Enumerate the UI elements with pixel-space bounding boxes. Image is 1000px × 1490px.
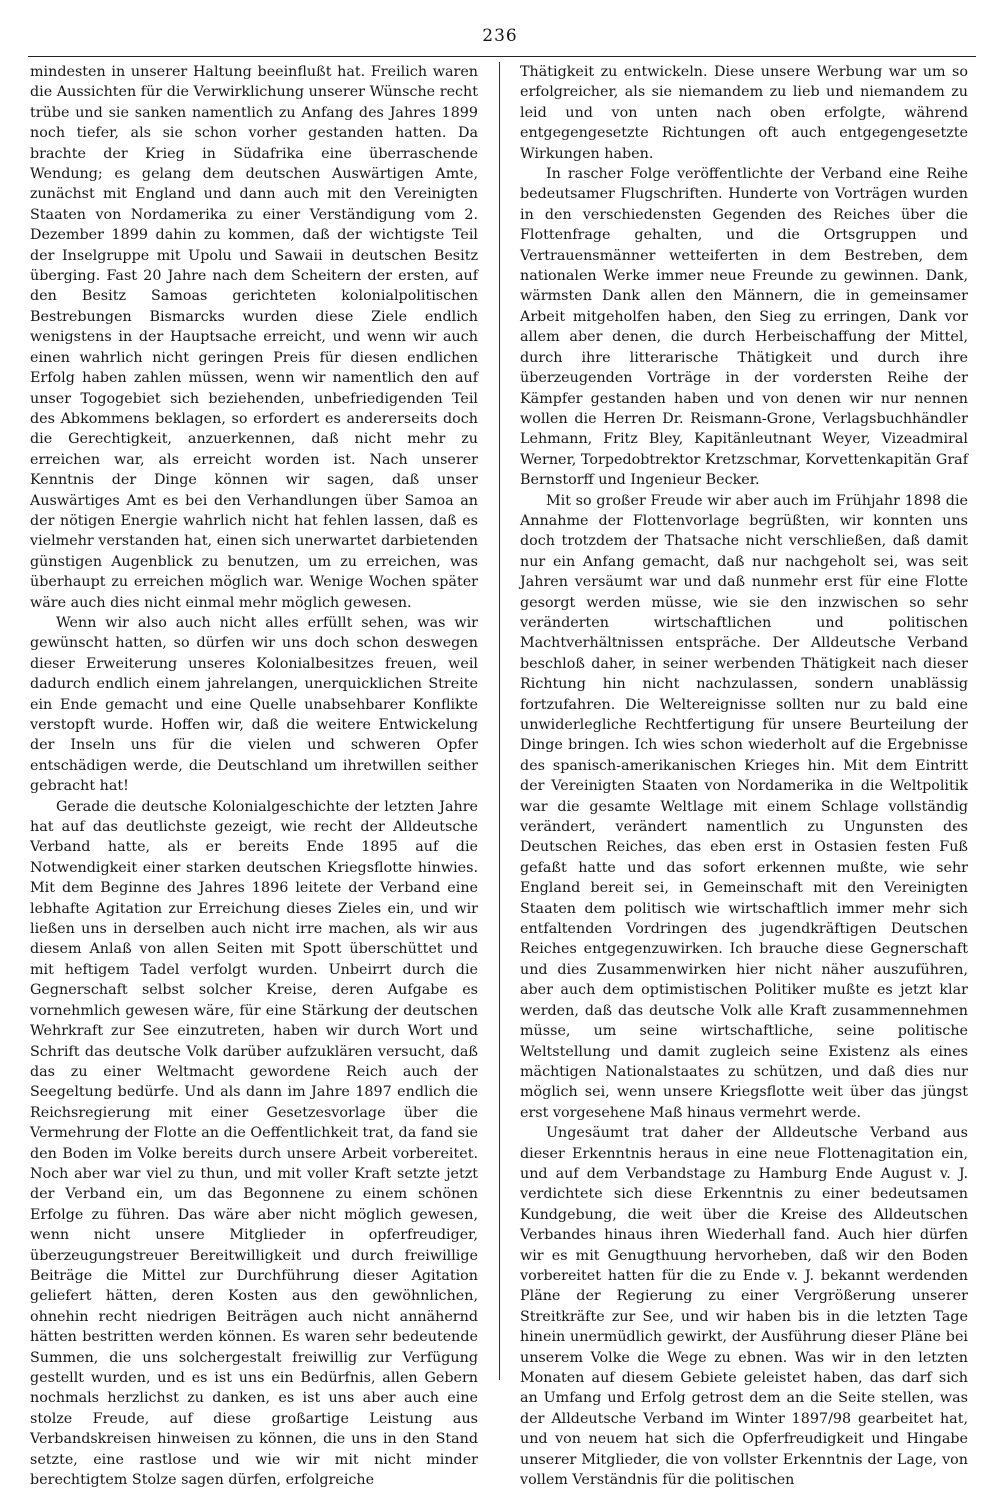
- header-rule: [28, 56, 976, 57]
- right-paragraph-1: Thätigkeit zu entwickeln. Diese unsere Werbung war um so erfolgreicher, als sie niemandem zu lieb und niemandem zu leid und von unten nach oben erfolgte, während entgegengesetzte Richtungen oft auch entgegengesetzte Wirkungen haben.: [520, 64, 968, 162]
- right-column: [520, 62, 968, 1489]
- left-paragraph-2: Wenn wir also auch nicht alles erfüllt sehen, was wir gewünscht hatten, so dürfen wir uns doch schon deswegen dieser Erweiterung unseres Kolonialbesitzes freuen, weil dadurch endlich einem jahrelangen, unerquicklichen Streite ein Ende gemacht und eine Quelle unabsehbarer Konflikte verstopft wurde. Hoffen wir, daß die weitere Entwickelung der Inseln uns für die vielen und schweren Opfer entschädigen werde, die Deutschland um ihretwillen seither gebracht hat!: [30, 614, 478, 795]
- left-paragraph-1: mindesten in unserer Haltung beeinflußt hat. Freilich waren die Aussichten für die Verwirklichung unserer Wünsche recht trübe und sie sanken namentlich zu Anfang des Jahres 1899 noch tiefer, als sie schon vorher gestanden hatten. Da brachte der Krieg in Südafrika eine überraschende Wendung; es gelang dem deutschen Auswärtigen Amte, zunächst mit England und dann auch mit den Vereinigten Staaten von Nordamerika zu einer Verständigung vom 2. Dezember 1899 dahin zu kommen, daß der wichtigste Teil der Inselgruppe mit Upolu und Sawaii in deutschen Besitz überging. Fast 20 Jahre nach dem Scheitern der ersten, auf den Besitz Samoas gerichteten kolonialpolitischen Bestrebungen Bismarcks wurden diese Ziele endlich wenigstens in der Hauptsache erreicht, und wenn wir auch einen wahrlich nicht geringen Preis für diesen endlichen Erfolg haben zahlen müssen, wenn wir namentlich den auf unser Togogebiet sich beziehenden, unbefriedigenden Teil des Abkommens beklagen, so erfordert es andererseits doch die Gerechtigkeit, anzuerkennen, daß nicht mehr zu erreichen war, als erreicht worden ist. Nach unserer Kenntnis der Dinge können wir sagen, daß unser Auswärtiges Amt es bei den Verhandlungen über Samoa an der nötigen Energie wahrlich nicht hat fehlen lassen, daß es vielmehr verstanden hat, einen sich unerwartet darbietenden günstigen Augenblick zu benutzen, um zu erreichen, was überhaupt zu erreichen möglich war. Wenige Wochen später wäre auch dies nicht einmal mehr möglich gewesen.: [30, 64, 478, 611]
- column-divider: [499, 62, 500, 1380]
- right-paragraph-4: Ungesäumt trat daher der Alldeutsche Verband aus dieser Erkenntnis heraus in eine neue Flottenagitation ein, und auf dem Verbandstage zu Hamburg Ende August v. J. verdichtete sich diese Erkenntnis zu einer bedeutsamen Kundgebung, die weit über die Kreise des Alldeutschen Verbandes hinaus ihren Wiederhall fand. Auch hier dürfen wir es mit Genugthuung hervorheben, daß wir den Boden vorbereitet hatten für die zu Ende v. J. bekannt werdenden Pläne der Regierung zu einer Vergrößerung unserer Streitkräfte zur See, und wir haben bis in die letzten Tage hinein unermüdlich gewirkt, der Ausführung dieser Pläne bei unserem Volke die Wege zu ebnen. Was wir in den letzten Monaten auf diesem Gebiete geleistet haben, das darf sich an Umfang und Erfolg getrost dem an die Seite stellen, was der Alldeutsche Verband im Winter 1897/98 gearbeitet hat, und von neuem hat sich die Opferfreudigkeit und Hingabe unserer Mitglieder, die von vollster Erkenntnis der Lage, von vollem Verständnis für die politischen: [520, 1125, 968, 1489]
- right-paragraph-3: Mit so großer Freude wir aber auch im Frühjahr 1898 die Annahme der Flottenvorlage begrüßten, wir konnten uns doch trotzdem der Thatsache nicht verschließen, daß damit nur ein Anfang gemacht, daß nur nachgeholt sei, was seit Jahren versäumt war und daß nunmehr erst für eine Flotte gesorgt werden müsse, wie sie den inzwischen so sehr veränderten wirtschaftlichen und politischen Machtverhältnissen entspräche. Der Alldeutsche Verband beschloß daher, in seiner werbenden Thätigkeit nach dieser Richtung hin nicht nachzulassen, sondern unablässig fortzufahren. Die Weltereignisse sollten nur zu bald eine unwiderlegliche Rechtfertigung für unsere Beurteilung der Dinge bringen. Ich wies schon wiederholt auf die Ergebnisse des spanisch-amerikanischen Krieges hin. Mit dem Eintritt der Vereinigten Staaten von Nordamerika in die Weltpolitik war die gesamte Weltlage mit einem Schlage vollständig verändert, verändert namentlich zu Ungunsten des Deutschen Reiches, das eben erst in Ostasien festen Fuß gefaßt hatte und das sofort erkennen mußte, wie sehr England bereit sei, in Gemeinschaft mit den Vereinigten Staaten dem politisch wie wirtschaftlich immer mehr sich entfaltenden Vordringen des jugendkräftigen Deutschen Reiches entgegenzuwirken. Ich brauche diese Gegnerschaft und dies Zusammenwirken hier nicht näher auszuführen, aber auch dem optimistischen Politiker mußte es jetzt klar werden, daß das deutsche Volk alle Kraft zusammennehmen müsse, um seine wirtschaftliche, seine politische Weltstellung und damit zugleich seine Existenz als eines mächtigen Nationalstaates zu schützen, und daß dies nur möglich sei, wenn unsere Kriegsflotte weit über das jüngst erst vorgesehene Maß hinaus vermehrt werde.: [520, 492, 968, 1121]
- left-paragraph-3: Gerade die deutsche Kolonialgeschichte der letzten Jahre hat auf das deutlichste gezeigt, wie recht der Alldeutsche Verband hatte, als er bereits Ende 1895 auf die Notwendigkeit einer starken deutschen Kriegsflotte hinwies. Mit dem Beginne des Jahres 1896 leitete der Verband eine lebhafte Agitation zur Erreichung dieses Zieles ein, und wir ließen uns in derselben auch nicht irre machen, als wir aus diesem Anlaß von allen Seiten mit Spott überschüttet und mit heftigem Tadel verfolgt wurden. Unbeirrt durch die Gegnerschaft selbst solcher Kreise, deren Aufgabe es vornehmlich gewesen wäre, für eine Stärkung der deutschen Wehrkraft zur See einzutreten, haben wir durch Wort und Schrift das deutsche Volk darüber aufzuklären versucht, daß das zu einer Weltmacht gewordene Reich auch der Seegeltung bedürfe. Und als dann im Jahre 1897 endlich die Reichsregierung mit einer Gesetzesvorlage über die Vermehrung der Flotte an die Oeffentlichkeit trat, da fand sie den Boden im Volke bereits durch unsere Arbeit vorbereitet. Noch aber war viel zu thun, und mit voller Kraft setzte jetzt der Verband ein, um das Begonnene zu einem schönen Erfolge zu führen. Das wäre aber nicht möglich gewesen, wenn nicht unsere Mitglieder in opferfreudiger, überzeugungstreuer Bereitwilligkeit und durch freiwillige Beiträge die Mittel zur Durchführung dieser Agitation geliefert hätten, deren Kosten aus den gewöhnlichen, ohnehin recht niedrigen Beiträgen auch nicht annähernd hätten bestritten werden können. Es waren sehr bedeutende Summen, die uns solchergestalt freiwillig zur Verfügung gestellt wurden, und es ist uns ein Bedürfnis, allen Gebern nochmals herzlichst zu danken, es ist uns aber auch eine stolze Freude, auf diese großartige Leistung aus Verbandskreisen hinweisen zu können, die uns in den Stand setzte, eine rastlose und wie wir mit nicht minder berechtigtem Stolze sagen dürfen, erfolgreiche: [30, 798, 478, 1489]
- page-number: 236: [482, 26, 518, 46]
- left-column: [30, 62, 478, 1489]
- right-paragraph-2: In rascher Folge veröffentlichte der Verband eine Reihe bedeutsamer Flugschriften. Hunderte von Vorträgen wurden in den verschiedensten Gegenden des Reiches über die Flottenfrage gehalten, und die Ortsgruppen und Vertrauensmänner wetteiferten in dem Bestreben, dem nationalen Werke immer neue Freunde zu gewinnen. Dank, wärmsten Dank allen den Männern, die in gemeinsamer Arbeit mitgeholfen haben, den Sieg zu erringen, Dank vor allem aber denen, die durch Herbeischaffung der Mittel, durch ihre litterarische Thätigkeit und durch ihre überzeugenden Vorträge in der vordersten Reihe der Kämpfer gestanden haben und von denen wir nur nennen wollen die Herren Dr. Reismann-Grone, Verlagsbuchhändler Lehmann, Fritz Bley, Kapitänleutnant Weyer, Vizeadmiral Werner, Torpedobtrektor Kretzschmar, Korvettenkapitän Graf Bernstorff und Ingenieur Becker.: [520, 166, 968, 489]
